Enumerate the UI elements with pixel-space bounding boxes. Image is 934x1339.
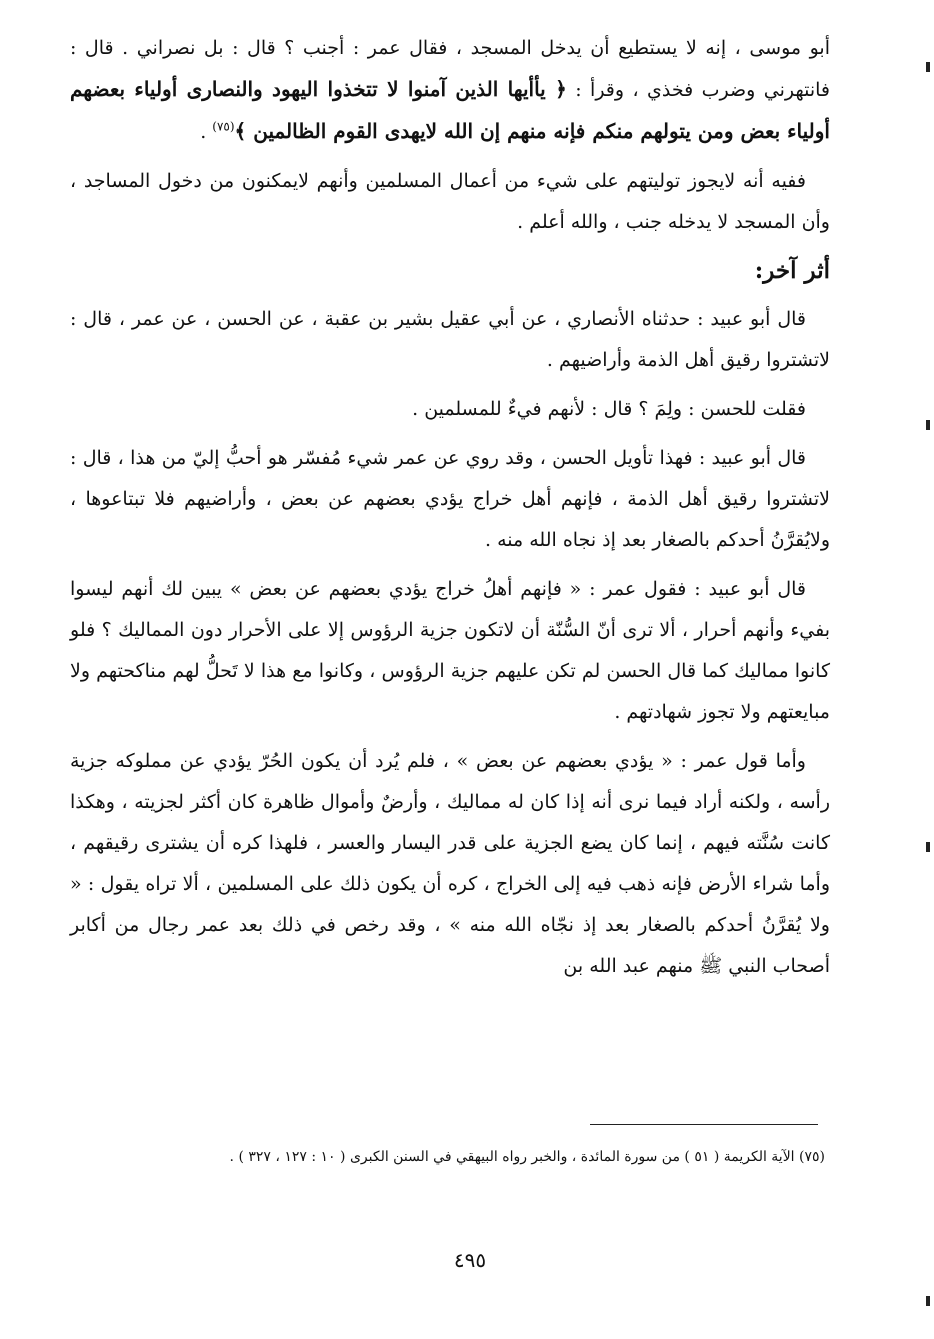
paragraph-5-text: قال أبو عبيد : فهذا تأويل الحسن ، وقد روي عن عمر شيء مُفسّر هو أحبُّ إليّ من هذا ، قال : لاتشتروا رقيق أهل الذمة ، فإنهم أهل خراج يؤدي بعضهم عن بعض ، وأراضيهم فلا تبتاعوها ، ولايُقرَّنُ أحدكم بالصغار بعد إذ نجاه الله منه . — [70, 447, 830, 551]
paragraph-1 — [70, 28, 830, 153]
quran-quote: ﴿ يأأيها الذين آمنوا لا تتخذوا اليهود والنصارى أولياء بعضهم أولياء بعض ومن يتولهم منكم فإنه منهم إن الله لايهدى القوم الظالمين ﴾ — [70, 77, 830, 143]
paragraph-2-text: ففيه أنه لايجوز توليتهم على شيء من أعمال المسلمين وأنهم لايمكنون من دخول المساجد ، وأن المسجد لا يدخله جنب ، والله أعلم . — [70, 170, 830, 233]
scan-edge-mark — [926, 420, 930, 430]
page-body — [70, 28, 830, 995]
scan-edge-mark — [926, 842, 930, 852]
paragraph-6 — [70, 569, 830, 733]
page-number: ٤٩٥ — [453, 1248, 487, 1272]
paragraph-4 — [70, 389, 830, 430]
footnote-marker[interactable]: (٧٥) — [212, 119, 235, 134]
scan-edge-mark — [926, 1296, 930, 1306]
paragraph-7-text: وأما قول عمر : « يؤدي بعضهم عن بعض » ، فلم يُرد أن يكون الحُرّ يؤدي عن مملوكه جزية رأسه ، ولكنه أراد فيما نرى أنه إذا كان له مماليك ، وأرضٌ وأموال ظاهرة كان أكثر لجزيته ، وهكذا كانت سُنَّته فيهم ، إنما كان يضع الجزية على قدر اليسار والعسر ، فلهذا كره أن يشترى رقيقهم ، وأما شراء الأرض فإنه ذهب فيه إلى الخراج ، كره أن يكون ذلك على المسلمين ، ألا تراه يقول : « ولا يُقرَّنُ أحدكم بالصغار بعد إذ نجّاه الله منه » ، وقد رخص في ذلك بعد عمر رجال من أكابر أصحاب النبي ﷺ منهم عبد الله بن — [70, 750, 830, 977]
paragraph-2 — [70, 161, 830, 243]
paragraph-6-text: قال أبو عبيد : فقول عمر : « فإنهم أهلُ خراج يؤدي بعضهم عن بعض » يبين لك أنهم ليسوا بفيء وأنهم أحرار ، ألا ترى أنّ السُّنّة أن لاتكون جزية الرؤوس إلا على الأحرار دون المماليك ؟ فلو كانوا مماليك كما قال الحسن لم تكن عليهم جزية الرؤوس ، وكانوا مع هذا لا تَحلُّ لهم مناكحتهم ولا مبايعتهم ولا تجوز شهادتهم . — [70, 578, 830, 723]
section-heading: أثر آخر: — [754, 257, 830, 284]
footnote-divider — [590, 1124, 818, 1125]
paragraph-1-end: . — [200, 121, 213, 143]
paragraph-1-text: أبو موسى ، إنه لا يستطيع أن يدخل المسجد ، فقال عمر : أجنب ؟ قال : بل نصراني . قال : فانتهرني وضرب فخذي ، وقرأ : — [70, 37, 830, 101]
paragraph-3 — [70, 299, 830, 381]
paragraph-5 — [70, 438, 830, 561]
footnote: (٧٥) الآية الكريمة ( ٥١ ) من سورة المائدة ، والخبر رواه البيهقي في السنن الكبرى ( ١٠ : ١٢٧ ، ٣٢٧ ) . — [229, 1149, 825, 1165]
paragraph-7 — [70, 741, 830, 987]
scan-edge-mark — [926, 62, 930, 72]
paragraph-4-text: فقلت للحسن : ولِمَ ؟ قال : لأنهم فيءٌ للمسلمين . — [412, 398, 806, 420]
paragraph-3-text: قال أبو عبيد : حدثناه الأنصاري ، عن أبي عقيل بشير بن عقبة ، عن الحسن ، عن عمر ، قال : لاتشتروا رقيق أهل الذمة وأراضيهم . — [70, 308, 830, 371]
